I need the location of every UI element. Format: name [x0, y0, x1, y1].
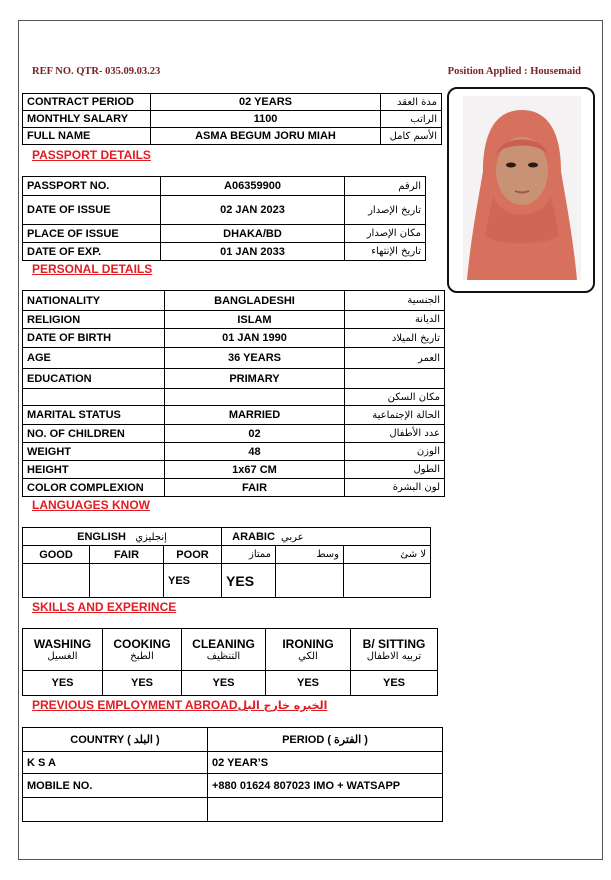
- photo-frame: [447, 87, 595, 293]
- skill-en: IRONING: [282, 637, 334, 651]
- row-label: DATE OF EXP.: [23, 243, 161, 261]
- table-row: [23, 111, 442, 128]
- passport-table: [22, 176, 426, 261]
- language-value: [90, 564, 164, 598]
- table-row: [23, 406, 445, 425]
- table-row: [23, 774, 443, 798]
- skill-en: COOKING: [113, 637, 171, 651]
- row-label: RELIGION: [23, 311, 165, 329]
- row-label-ar: الأسم كامل: [381, 128, 442, 145]
- row-label: PLACE OF ISSUE: [23, 225, 161, 243]
- table-row: [23, 243, 426, 261]
- language-value: YES: [164, 564, 222, 598]
- language-value: YES: [222, 564, 276, 598]
- skill-en: CLEANING: [192, 637, 255, 651]
- row-label: EDUCATION: [23, 369, 165, 389]
- skill-name: [103, 629, 182, 671]
- table-row: [23, 443, 445, 461]
- table-row: [23, 196, 426, 225]
- languages-heading: LANGUAGES KNOW: [32, 498, 150, 512]
- row-label: HEIGHT: [23, 461, 165, 479]
- language-value: [276, 564, 344, 598]
- employment-cell: [23, 798, 208, 822]
- row-value: BANGLADESHI: [165, 291, 345, 311]
- table-row: [23, 425, 445, 443]
- row-label-ar: لون البشرة: [345, 479, 445, 497]
- languages-table: [22, 527, 431, 598]
- skill-ar: الكي: [298, 651, 318, 662]
- row-label-ar: الجنسية: [345, 291, 445, 311]
- row-label-ar: الوزن: [345, 443, 445, 461]
- arabic-label: ARABIC: [232, 530, 275, 543]
- table-row: [23, 225, 426, 243]
- employment-cell: MOBILE NO.: [23, 774, 208, 798]
- table-row: [23, 329, 445, 348]
- row-value: 02 YEARS: [151, 94, 381, 111]
- row-label-ar: تاريخ الإصدار: [345, 196, 426, 225]
- skills-heading: SKILLS AND EXPERINCE: [32, 600, 177, 614]
- row-label: NATIONALITY: [23, 291, 165, 311]
- employment-cell: +880 01624 807023 IMO + WATSAPP: [208, 774, 443, 798]
- skill-value: YES: [266, 671, 351, 696]
- skill-name: [23, 629, 103, 671]
- skill-ar: التنظيف: [206, 651, 241, 662]
- table-row: [23, 311, 445, 329]
- skill-en: WASHING: [33, 637, 92, 651]
- row-value: 48: [165, 443, 345, 461]
- language-level: POOR: [164, 546, 222, 564]
- row-label-ar: تاريخ الميلاد: [345, 329, 445, 348]
- language-level: ممتاز: [222, 546, 276, 564]
- row-label: MONTHLY SALARY: [23, 111, 151, 128]
- personal-heading: PERSONAL DETAILS: [32, 262, 153, 276]
- row-value: ISLAM: [165, 311, 345, 329]
- row-label-ar: مكان السكن: [345, 389, 445, 406]
- row-label-ar: الراتب: [381, 111, 442, 128]
- passport-heading: PASSPORT DETAILS: [32, 148, 151, 162]
- row-label-ar: الرقم: [345, 177, 426, 196]
- row-label-ar: الطول: [345, 461, 445, 479]
- row-value: DHAKA/BD: [161, 225, 345, 243]
- row-label-ar: الحالة الإجتماعية: [345, 406, 445, 425]
- table-row: [23, 291, 445, 311]
- skill-value: YES: [103, 671, 182, 696]
- row-label: PASSPORT NO.: [23, 177, 161, 196]
- skill-name: [266, 629, 351, 671]
- row-value: ASMA BEGUM JORU MIAH: [151, 128, 381, 145]
- row-label-ar: تاريخ الإنتهاء: [345, 243, 426, 261]
- language-level: لا شئ: [344, 546, 431, 564]
- row-value: MARRIED: [165, 406, 345, 425]
- skill-name: [351, 629, 438, 671]
- table-row: [23, 389, 445, 406]
- arabic-label-ar: عربي: [281, 531, 304, 543]
- table-row: [23, 128, 442, 145]
- table-row: [23, 798, 443, 822]
- row-label: NO. OF CHILDREN: [23, 425, 165, 443]
- table-row: [23, 94, 442, 111]
- english-label-ar: إنجليزي: [135, 531, 167, 543]
- row-label-ar: مكان الإصدار: [345, 225, 426, 243]
- english-label: ENGLISH: [77, 530, 127, 543]
- employment-table: [22, 727, 443, 822]
- personal-table: [22, 290, 445, 497]
- row-label: COLOR COMPLEXION: [23, 479, 165, 497]
- english-header: [23, 528, 222, 546]
- row-label: [23, 389, 165, 406]
- skill-value: YES: [351, 671, 438, 696]
- language-level: GOOD: [23, 546, 90, 564]
- row-value: FAIR: [165, 479, 345, 497]
- position-applied: Position Applied : Housemaid: [447, 66, 581, 77]
- table-row: [23, 752, 443, 774]
- employment-cell: [208, 798, 443, 822]
- skill-ar: الغسيل: [47, 651, 78, 662]
- employment-heading-ar: الخبره خارج البل: [237, 699, 328, 712]
- row-value: 1x67 CM: [165, 461, 345, 479]
- skill-value: YES: [182, 671, 266, 696]
- language-level: وسط: [276, 546, 344, 564]
- row-value: 02 JAN 2023: [161, 196, 345, 225]
- table-row: [23, 348, 445, 369]
- row-label: WEIGHT: [23, 443, 165, 461]
- row-label-ar: العمر: [345, 348, 445, 369]
- language-value: [344, 564, 431, 598]
- period-header: PERIOD ( الفترة ): [208, 728, 443, 752]
- skill-ar: تربيه الاطفال: [366, 651, 422, 662]
- employment-cell: K S A: [23, 752, 208, 774]
- contract-table: [22, 93, 442, 145]
- table-row: [23, 461, 445, 479]
- employment-cell: 02 YEAR’S: [208, 752, 443, 774]
- row-label: FULL NAME: [23, 128, 151, 145]
- skill-en: B/ SITTING: [362, 637, 426, 651]
- row-label: CONTRACT PERIOD: [23, 94, 151, 111]
- table-row: [23, 479, 445, 497]
- row-label: AGE: [23, 348, 165, 369]
- row-label: DATE OF BIRTH: [23, 329, 165, 348]
- skill-ar: الطبخ: [130, 651, 154, 662]
- country-header: COUNTRY ( البلد ): [23, 728, 208, 752]
- row-value: 36 YEARS: [165, 348, 345, 369]
- row-label: MARITAL STATUS: [23, 406, 165, 425]
- row-value: 01 JAN 1990: [165, 329, 345, 348]
- arabic-header: [222, 528, 431, 546]
- ref-number: REF NO. QTR- 035.09.03.23: [32, 66, 161, 77]
- row-label-ar: الديانة: [345, 311, 445, 329]
- table-row: [23, 369, 445, 389]
- row-value: PRIMARY: [165, 369, 345, 389]
- row-label-ar: مدة العقد: [381, 94, 442, 111]
- skill-value: YES: [23, 671, 103, 696]
- employment-heading-en: PREVIOUS EMPLOYMENT ABROAD: [32, 698, 238, 712]
- row-value: 02: [165, 425, 345, 443]
- language-level: FAIR: [90, 546, 164, 564]
- applicant-photo: [463, 96, 581, 280]
- skill-name: [182, 629, 266, 671]
- row-label: DATE OF ISSUE: [23, 196, 161, 225]
- row-value: 1100: [151, 111, 381, 128]
- row-value: A06359900: [161, 177, 345, 196]
- row-value: [165, 389, 345, 406]
- language-value: [23, 564, 90, 598]
- employment-heading: [32, 698, 327, 712]
- row-value: 01 JAN 2033: [161, 243, 345, 261]
- skills-table: [22, 628, 438, 696]
- row-label-ar: [345, 369, 445, 389]
- table-row: [23, 177, 426, 196]
- row-label-ar: عدد الأطفال: [345, 425, 445, 443]
